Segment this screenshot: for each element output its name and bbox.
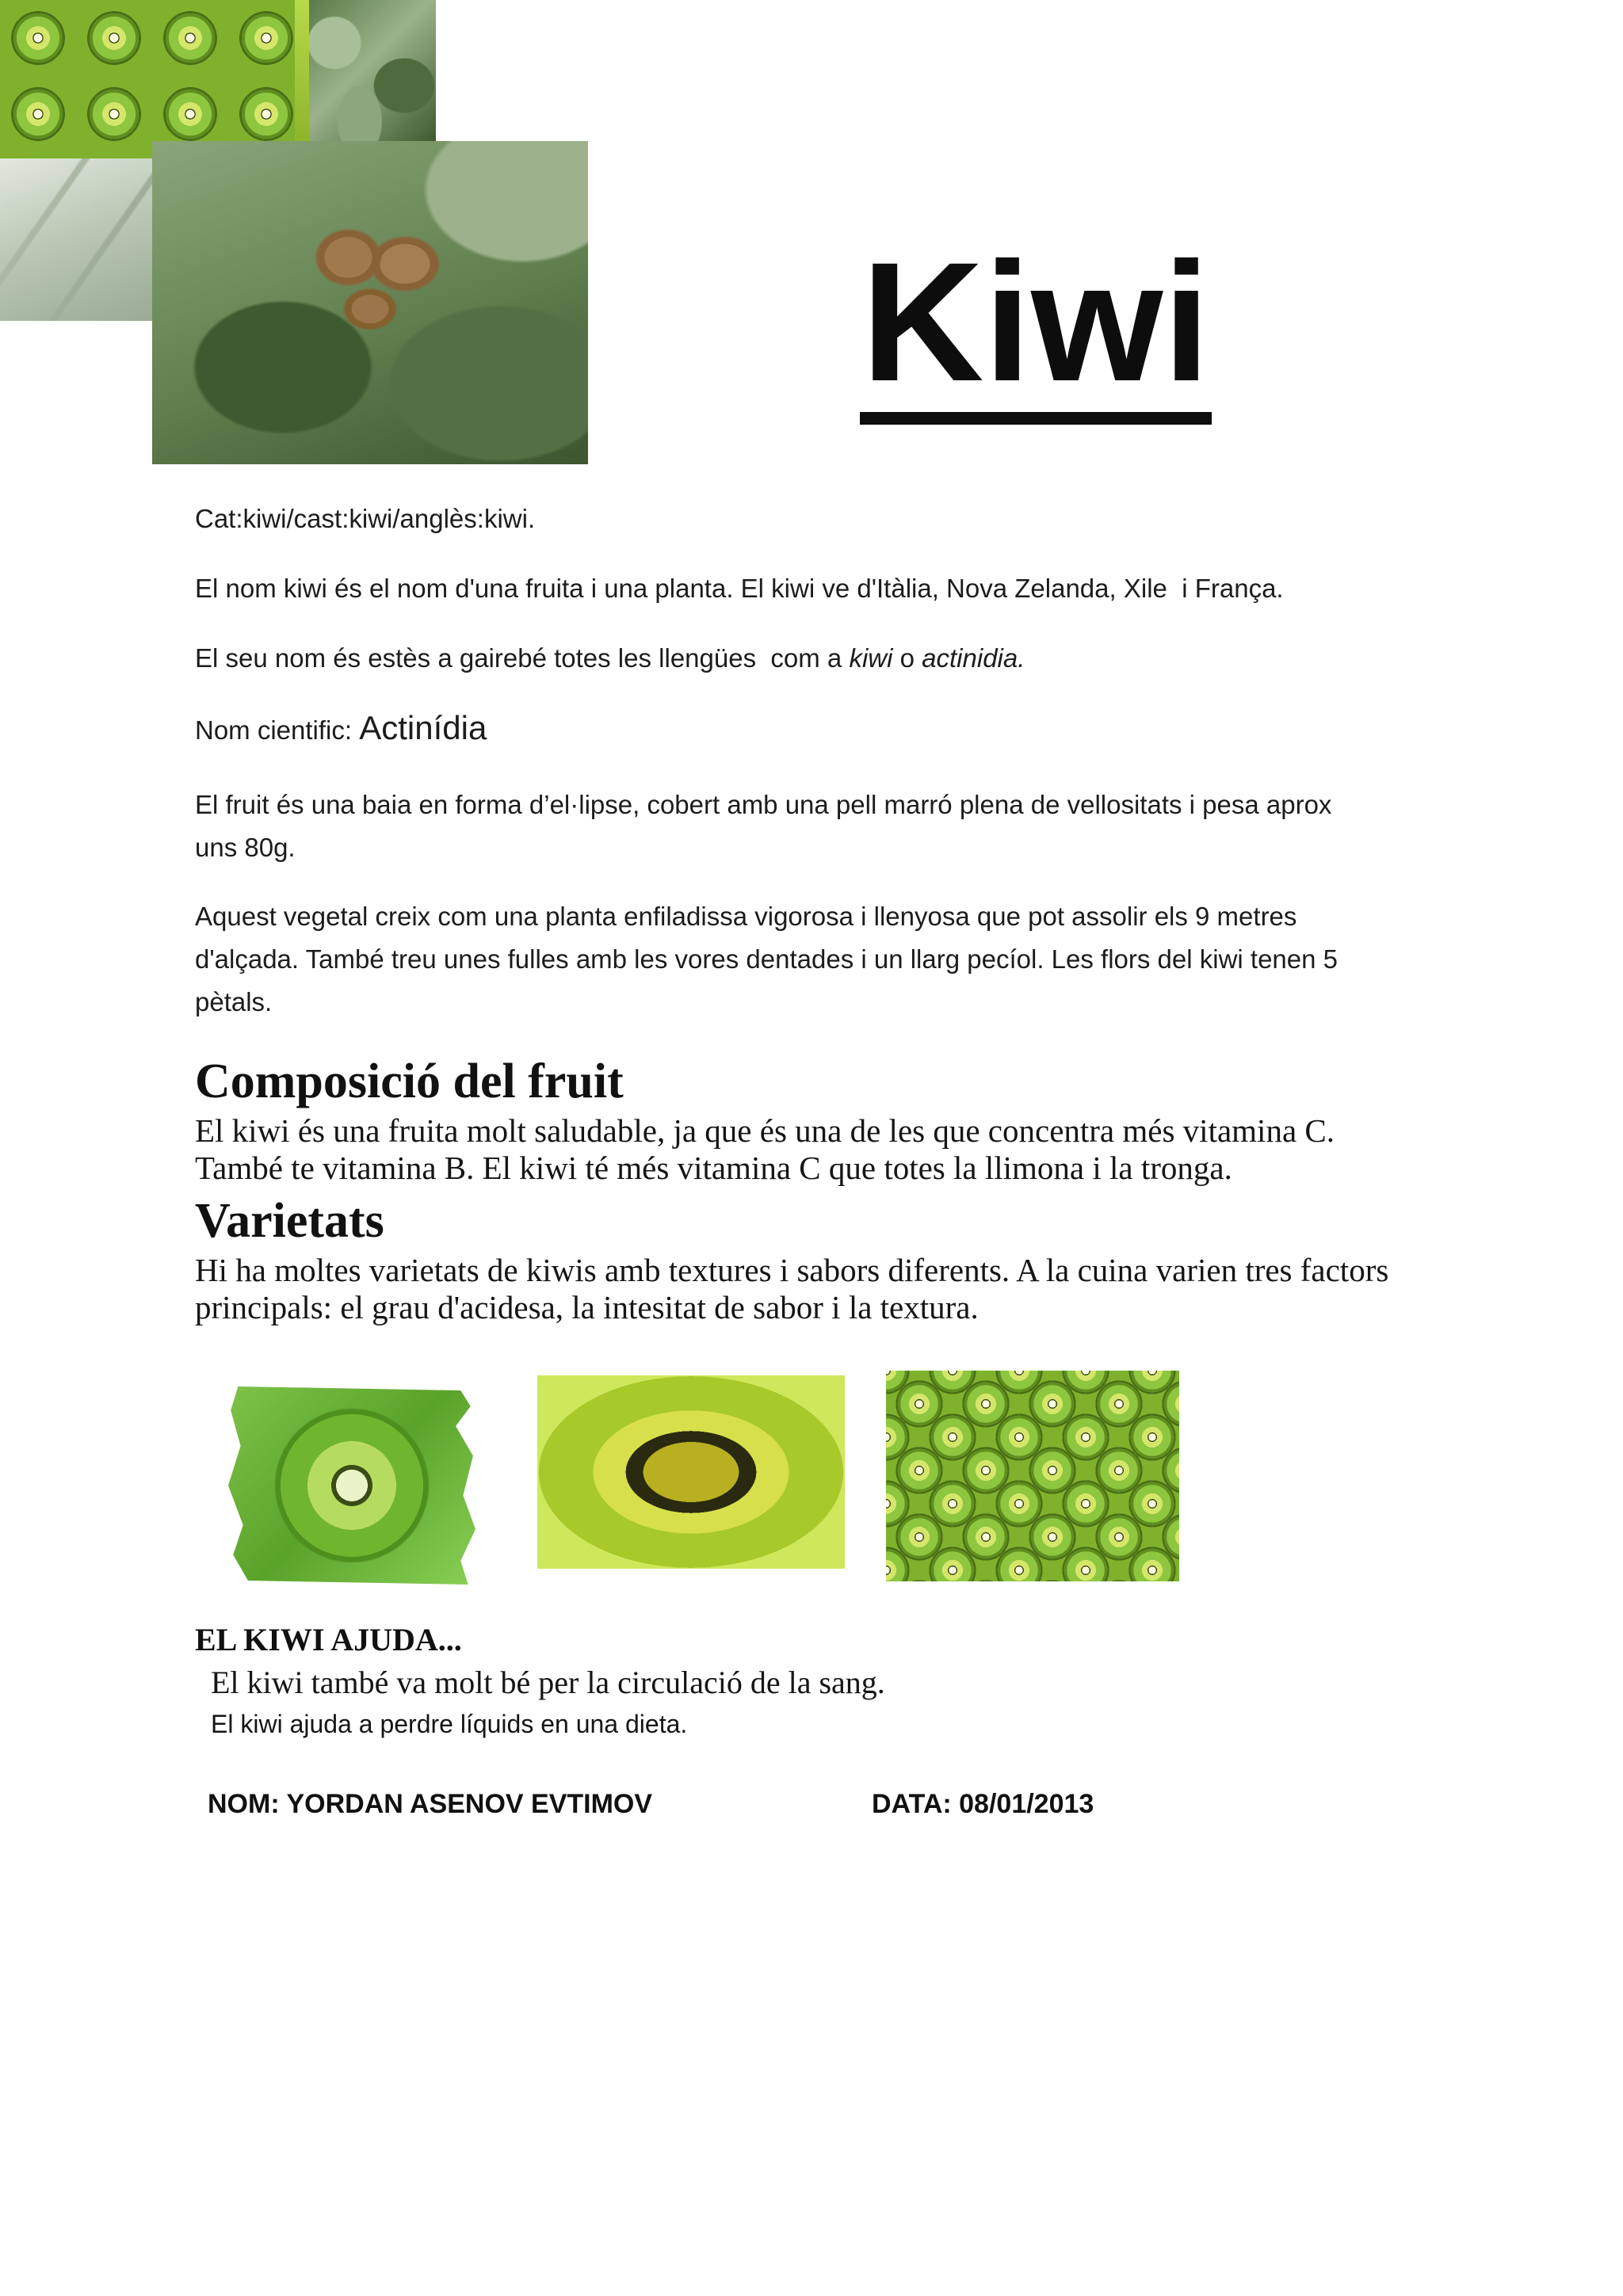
composition-text — [195, 1112, 1335, 1187]
composition-heading: Composició del fruit — [195, 1055, 624, 1108]
helps-line-1: El kiwi també va molt bé per la circulació de la sang. — [211, 1665, 885, 1700]
scientific-name-label: Nom cientific: — [195, 715, 360, 745]
composition-line-2: També te vitamina B. El kiwi té més vitamina C que totes la llimona i la tronga. — [195, 1150, 1232, 1186]
kiwi-green-strip — [295, 0, 309, 143]
fruit-description-line-2: uns 80g. — [195, 833, 296, 862]
kiwi-slices-photo — [0, 0, 309, 158]
varieties-heading: Varietats — [195, 1194, 384, 1248]
varieties-line-2: principals: el grau d'acidesa, la intesitat de sabor i la textura. — [195, 1289, 979, 1325]
kiwi-seeds-macro-photo — [537, 1375, 845, 1569]
kiwi-leaves-photo — [309, 0, 436, 143]
language-kiwi: kiwi — [849, 643, 893, 673]
document-date: DATA: 08/01/2013 — [872, 1789, 1094, 1819]
page-title: Kiwi — [860, 238, 1212, 425]
language-or: o — [892, 643, 922, 673]
fruit-description — [195, 784, 1331, 869]
names-line: Cat:kiwi/cast:kiwi/anglès:kiwi. — [195, 504, 536, 533]
helps-line-2: El kiwi ajuda a perdre líquids en una dieta. — [211, 1710, 688, 1738]
fruit-description-line-1: El fruit és una baia en forma d’el·lipse, cobert amb una pell marró plena de vellositats i pesa aprox — [195, 790, 1332, 819]
composition-line-1: El kiwi és una fruita molt saludable, ja que és una de les que concentra més vitamina C. — [195, 1112, 1335, 1149]
kiwi-half-photo — [228, 1386, 475, 1585]
plant-description — [195, 895, 1338, 1024]
helps-heading: EL KIWI AJUDA... — [195, 1622, 462, 1657]
plant-description-line-1: Aquest vegetal creix com una planta enfiladissa vigorosa i llenyosa que pot assolir els 9 metres — [195, 902, 1297, 931]
scientific-name-value: Actinídia — [359, 709, 487, 746]
language-prefix: El seu nom és estès a gairebé totes les llengües com a — [195, 643, 850, 673]
kiwi-slices-grid-photo — [886, 1371, 1179, 1581]
plant-description-line-2: d'alçada. També treu unes fulles amb les vores dentades i un llarg pecíol. Les flors del kiwi tenen 5 — [195, 944, 1338, 974]
scientific-name-line — [195, 707, 487, 752]
student-name: NOM: YORDAN ASENOV EVTIMOV — [208, 1789, 653, 1819]
kiwi-leaves-pale-photo — [0, 158, 155, 321]
varieties-text — [195, 1252, 1388, 1326]
kiwi-plant-fruit-photo — [152, 141, 588, 464]
language-actinidia: actinidia. — [922, 643, 1025, 673]
varieties-line-1: Hi ha moltes varietats de kiwis amb textures i sabors diferents. A la cuina varien tres factors — [195, 1252, 1389, 1288]
origin-line: El nom kiwi és el nom d'una fruita i una planta. El kiwi ve d'Itàlia, Nova Zelanda, Xile i França. — [195, 574, 1284, 603]
language-line — [195, 637, 1025, 680]
plant-description-line-3: pètals. — [195, 987, 273, 1016]
